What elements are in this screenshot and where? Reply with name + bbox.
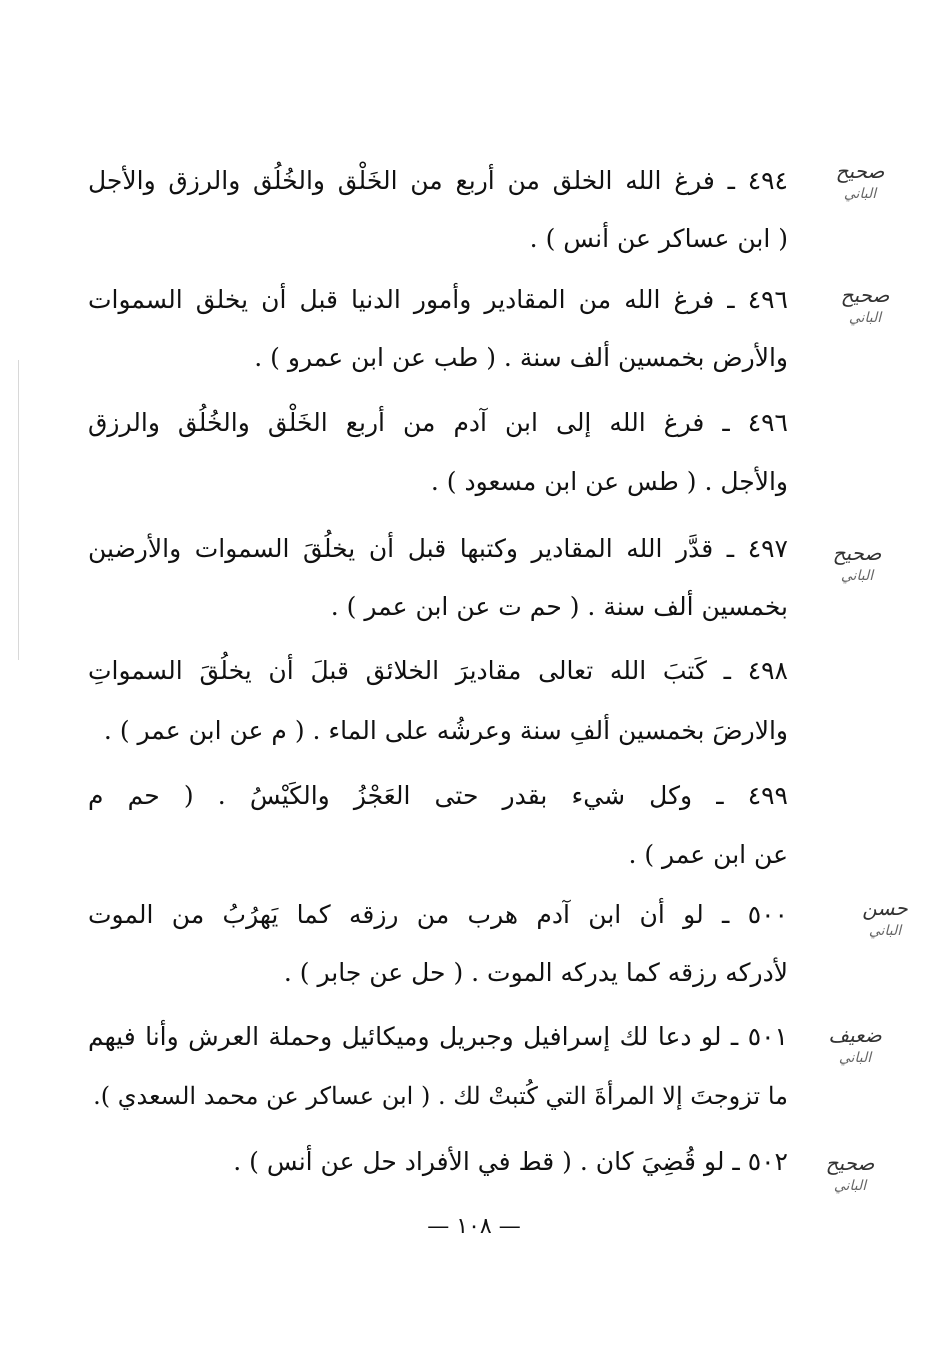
hadith-494-line-2: ( ابن عساكر عن أنس ) . xyxy=(529,224,788,253)
hadith-502-line-1: ٥٠٢ ـ لو قُضِيَ كان . ( قط في الأفراد حل عن أنس ) . xyxy=(233,1147,788,1176)
margin-note-grade: صحيح xyxy=(825,1151,875,1175)
margin-note-grade: صحيح xyxy=(840,283,890,307)
hadith-500-line-1: ٥٠٠ ـ لو أن ابن آدم هرب من رزقه كما يَهرُبُ من الموت xyxy=(88,900,788,929)
margin-note-authority: الباني xyxy=(843,186,877,202)
margin-note-authority: الباني xyxy=(840,568,874,584)
hadith-496b-line-1: ٤٩٦ ـ فرغ الله إلى ابن آدم من أربع الخَلْق والخُلُق والرزق xyxy=(88,408,788,437)
hadith-498-line-1: ٤٩٨ ـ كَتبَ الله تعالى مقاديرَ الخلائق قبلَ أن يخلُقَ السمواتِ xyxy=(88,656,788,685)
margin-note-grade: ضعيف xyxy=(828,1023,882,1047)
hadith-497-line-1: ٤٩٧ ـ قدَّر الله المقادير وكتبها قبل أن يخلُقَ السموات والأرضين xyxy=(88,534,788,563)
margin-note xyxy=(812,540,902,586)
margin-note-grade: صحيح xyxy=(832,541,882,565)
hadith-497-line-2: بخمسين ألف سنة . ( حم ت عن ابن عمر ) . xyxy=(330,592,788,621)
margin-note-authority: الباني xyxy=(833,1178,867,1194)
margin-note xyxy=(800,1150,900,1196)
hadith-494-line-1: ٤٩٤ ـ فرغ الله الخلق من أربع من الخَلْق والخُلُق والرزق والأجل xyxy=(88,166,788,195)
hadith-501-line-1: ٥٠١ ـ لو دعا لك إسرافيل وجبريل وميكائيل وحملة العرش وأنا فيهم xyxy=(88,1022,788,1051)
hadith-496a-line-2: والأرض بخمسين ألف سنة . ( طب عن ابن عمرو ) . xyxy=(254,343,788,372)
scan-margin-line xyxy=(18,360,19,660)
margin-note xyxy=(800,1022,910,1068)
hadith-499-line-1: ٤٩٩ ـ وكل شيء بقدر حتى العَجْزُ والكَيْسُ . ( حم م xyxy=(88,781,788,810)
margin-note-grade: صحيح xyxy=(835,159,885,183)
margin-note-authority: الباني xyxy=(848,310,882,326)
margin-note-authority: الباني xyxy=(838,1050,872,1066)
margin-note-grade: حسن xyxy=(862,896,908,920)
hadith-501-line-2: ما تزوجتَ إلا المرأةَ التي كُتبتْ لك . ( ابن عساكر عن محمد السعدي ). xyxy=(93,1082,788,1110)
hadith-496a-line-1: ٤٩٦ ـ فرغ الله من المقادير وأمور الدنيا قبل أن يخلق السموات xyxy=(88,285,788,314)
margin-note xyxy=(820,282,910,328)
margin-note xyxy=(835,895,935,941)
hadith-498-line-2: والارضَ بخمسين ألفِ سنة وعرشُه على الماء . ( م عن ابن عمر ) . xyxy=(103,716,788,745)
hadith-496b-line-2: والأجل . ( طس عن ابن مسعود ) . xyxy=(430,467,788,496)
page-number: — ١٠٨ — xyxy=(427,1214,521,1239)
hadith-499-line-2: عن ابن عمر ) . xyxy=(628,840,788,869)
margin-note xyxy=(815,158,905,204)
margin-note-authority: الباني xyxy=(868,923,902,939)
hadith-500-line-2: لأدركه رزقه كما يدركه الموت . ( حل عن جابر ) . xyxy=(283,958,788,987)
